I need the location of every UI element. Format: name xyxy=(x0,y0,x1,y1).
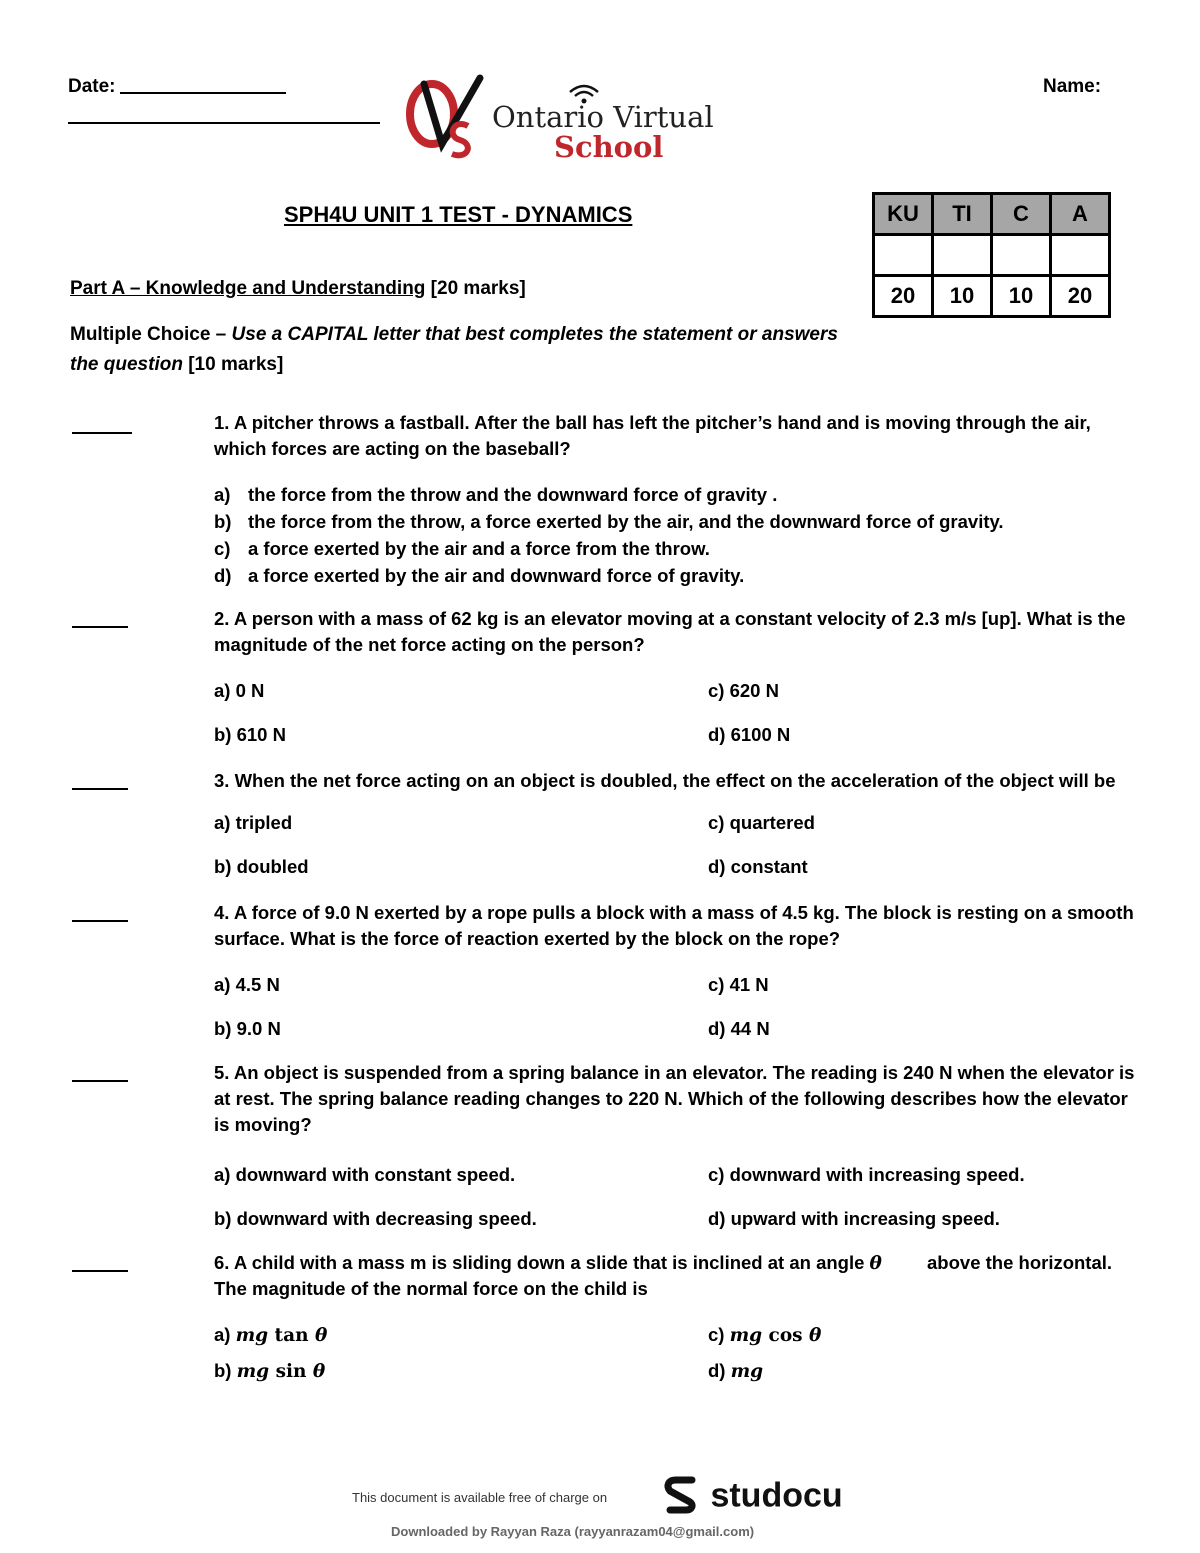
name-label: Name: xyxy=(1043,76,1102,97)
q4-option-d: d) 44 N xyxy=(708,1018,770,1039)
q4-option-a: a) 4.5 N xyxy=(214,974,280,995)
q2-option-b: b) 610 N xyxy=(214,724,286,745)
marks-total-a: 20 xyxy=(1051,276,1110,317)
marks-score-a xyxy=(1051,235,1110,276)
q3-option-d: d) constant xyxy=(708,856,808,877)
q1-option-b: b) the force from the throw, a force exerted by the air, and the downward force of gravity. xyxy=(214,511,1004,532)
question-6-line2: The magnitude of the normal force on the child is xyxy=(214,1278,648,1299)
marks-table xyxy=(872,192,1111,318)
q6-option-a: a) mg tan θ xyxy=(214,1324,328,1346)
theta-symbol: θ xyxy=(869,1253,882,1274)
studocu-icon xyxy=(662,1476,706,1516)
multiple-choice-instructions xyxy=(70,320,840,380)
answer-blank-3[interactable] xyxy=(72,788,128,790)
q5-option-c: c) downward with increasing speed. xyxy=(708,1164,1025,1185)
mc-label: Multiple Choice – xyxy=(70,324,232,345)
footer-available-text: This document is available free of charge on xyxy=(352,1490,608,1505)
logo-text-ontario-virtual: Ontario Virtual xyxy=(492,100,714,134)
q6-option-d: d) mg xyxy=(708,1360,764,1382)
q2-option-d: d) 6100 N xyxy=(708,724,791,745)
question-3-text: 3. When the net force acting on an object is doubled, the effect on the acceleration of the object will be xyxy=(214,770,1116,791)
mc-instruction: Use a CAPITAL letter that best completes the statement or answers the question xyxy=(70,324,838,375)
marks-score-ku xyxy=(874,235,933,276)
q2-option-c: c) 620 N xyxy=(708,680,779,701)
q4-option-c: c) 41 N xyxy=(708,974,769,995)
date-label: Date: xyxy=(68,76,116,97)
studocu-brand-text: studocu xyxy=(710,1476,843,1515)
q3-option-a: a) tripled xyxy=(214,812,293,833)
ontario-virtual-school-logo xyxy=(402,74,732,164)
q3-option-b: b) doubled xyxy=(214,856,309,877)
answer-blank-4[interactable] xyxy=(72,920,128,922)
name-line-left xyxy=(68,122,380,124)
answer-blank-1[interactable] xyxy=(72,432,132,434)
marks-total-ku: 20 xyxy=(874,276,933,317)
answer-blank-6[interactable] xyxy=(72,1270,128,1272)
mc-marks: [10 marks] xyxy=(182,354,284,375)
q6-option-b: b) mg sin θ xyxy=(214,1360,326,1382)
page-title: SPH4U UNIT 1 TEST - DYNAMICS xyxy=(284,202,633,227)
q6-option-c: c) mg cos θ xyxy=(708,1324,822,1346)
logo-text-school: School xyxy=(554,130,664,164)
marks-total-ti: 10 xyxy=(933,276,992,317)
q4-option-b: b) 9.0 N xyxy=(214,1018,281,1039)
marks-header-c: C xyxy=(992,194,1051,235)
q1-option-c: c) a force exerted by the air and a force from the throw. xyxy=(214,538,710,559)
q5-option-d: d) upward with increasing speed. xyxy=(708,1208,1000,1229)
marks-header-a: A xyxy=(1051,194,1110,235)
part-a-marks: [20 marks] xyxy=(425,278,526,299)
q1-option-d: d) a force exerted by the air and downward force of gravity. xyxy=(214,565,745,586)
part-a-heading xyxy=(70,278,526,300)
footer-downloaded-text: Downloaded by Rayyan Raza (rayyanrazam04@gmail.com) xyxy=(391,1524,755,1539)
question-1-text: 1. A pitcher throws a fastball. After the ball has left the pitcher’s hand and is moving through the air, which forces are acting on the baseball? xyxy=(214,412,1091,459)
q5-option-a: a) downward with constant speed. xyxy=(214,1164,516,1185)
question-6-line1: 6. A child with a mass m is sliding down a slide that is inclined at an angle θ above the horizontal. xyxy=(214,1252,1113,1274)
ovs-emblem-icon xyxy=(402,74,492,164)
q3-option-c: c) quartered xyxy=(708,812,815,833)
part-a-title: Part A – Knowledge and Understanding xyxy=(70,278,426,299)
marks-score-ti xyxy=(933,235,992,276)
q1-option-a: a) the force from the throw and the downward force of gravity . xyxy=(214,484,778,505)
marks-total-c: 10 xyxy=(992,276,1051,317)
date-line xyxy=(120,92,286,94)
answer-blank-5[interactable] xyxy=(72,1080,128,1082)
marks-header-ti: TI xyxy=(933,194,992,235)
question-2-text: 2. A person with a mass of 62 kg is an elevator moving at a constant velocity of 2.3 m/s [up]. What is the magnitude of the net force acting on the person? xyxy=(214,608,1126,655)
question-5-text: 5. An object is suspended from a spring balance in an elevator. The reading is 240 N when the elevator is at rest. The spring balance reading changes to 220 N. Which of the following describes how the elevator is moving? xyxy=(214,1062,1135,1135)
studocu-logo[interactable] xyxy=(662,1476,843,1516)
marks-header-ku: KU xyxy=(874,194,933,235)
answer-blank-2[interactable] xyxy=(72,626,128,628)
q2-option-a: a) 0 N xyxy=(214,680,265,701)
marks-score-c xyxy=(992,235,1051,276)
q5-option-b: b) downward with decreasing speed. xyxy=(214,1208,537,1229)
question-4-text: 4. A force of 9.0 N exerted by a rope pulls a block with a mass of 4.5 kg. The block is resting on a smooth surface. What is the force of reaction exerted by the block on the rope? xyxy=(214,902,1134,949)
